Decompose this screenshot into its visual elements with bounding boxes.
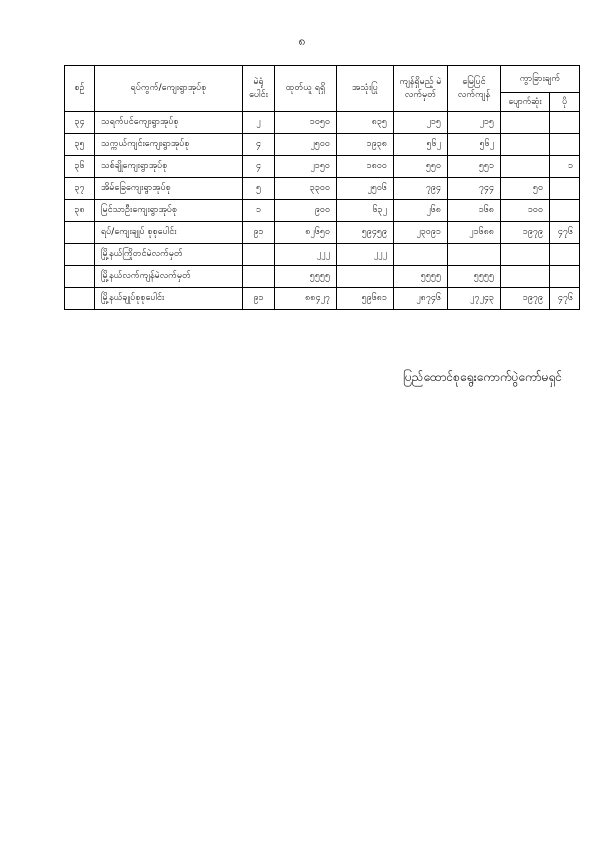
cell-surplus: [550, 244, 580, 266]
cell-issued: ၈၈၄၂၇: [275, 288, 337, 310]
table-row: [65, 156, 580, 178]
header-ground-remaining: မြေပြင် လက်ကျန်: [448, 66, 501, 112]
cell-serial: ၃၇: [65, 178, 95, 200]
cell-lost: ၁၉၇၉: [501, 222, 550, 244]
cell-stations: ၉၁: [243, 288, 275, 310]
cell-issued: ၂၅၀၀: [275, 134, 337, 156]
cell-stations: ၄: [243, 134, 275, 156]
cell-name: ရပ်/ကျေးချုပ် စုစုပေါင်း: [95, 222, 243, 244]
header-serial: စဉ်: [65, 66, 95, 112]
cell-lost: [501, 156, 550, 178]
cell-issued: ၈၂၆၅၀: [275, 222, 337, 244]
header-lost: ပျောက်ဆုံး: [501, 93, 550, 112]
cell-serial: [65, 266, 95, 288]
cell-serial: [65, 288, 95, 310]
header-issued-received: ထုတ်ယူ ရရှိ: [275, 66, 337, 112]
cell-issued: ၂၁၅၀: [275, 156, 337, 178]
table-row: [65, 200, 580, 222]
cell-serial: ၃၅: [65, 134, 95, 156]
summary-row: [65, 222, 580, 244]
cell-serial: [65, 222, 95, 244]
cell-stations: [243, 266, 275, 288]
cell-ground: ၇၄၄: [448, 178, 501, 200]
cell-remaining: ၅၆၂: [394, 134, 448, 156]
cell-name: မြို့နယ်လက်ကျန်မဲလက်မှတ်: [95, 266, 243, 288]
table-header-row: [65, 66, 580, 93]
cell-remaining: ၂၁၅: [394, 112, 448, 134]
cell-lost: ၁၀၀: [501, 200, 550, 222]
cell-used: ၁၉၃၈: [337, 134, 394, 156]
cell-lost: [501, 112, 550, 134]
cell-surplus: [550, 134, 580, 156]
cell-used: ၈၃၅: [337, 112, 394, 134]
cell-serial: [65, 244, 95, 266]
table-row: [65, 178, 580, 200]
cell-surplus: ၁: [550, 156, 580, 178]
cell-ground: ၂၇၂၄၃: [448, 288, 501, 310]
cell-remaining: [394, 244, 448, 266]
cell-ground: ၁၆၈: [448, 200, 501, 222]
header-difference: ကွာခြားချက်: [501, 66, 580, 93]
cell-used: [337, 266, 394, 288]
ballot-summary-table: [64, 65, 580, 310]
cell-stations: ၉၁: [243, 222, 275, 244]
cell-issued: ၃၃၀၀: [275, 178, 337, 200]
cell-stations: ၅: [243, 178, 275, 200]
cell-surplus: [550, 178, 580, 200]
header-ward-village-tract: ရပ်ကွက်/ကျေးရွာအုပ်စု: [95, 66, 243, 112]
cell-issued: ၉၀၀: [275, 200, 337, 222]
table-row: [65, 112, 580, 134]
cell-remaining: ၇၉၄: [394, 178, 448, 200]
cell-used: ၁၈၀၀: [337, 156, 394, 178]
cell-name: မြို့နယ်ကြိုတင်မဲလက်မှတ်: [95, 244, 243, 266]
page-number: ၈: [298, 34, 306, 48]
cell-used: ၂၅၀၆: [337, 178, 394, 200]
header-surplus: ပို: [550, 93, 580, 112]
cell-remaining: ၂၆၈: [394, 200, 448, 222]
cell-surplus: ၄၇၆: [550, 222, 580, 244]
cell-ground: ၅၅၅၅: [448, 266, 501, 288]
cell-ground: ၂၁၆၈၈: [448, 222, 501, 244]
header-remaining-ballots: ကျန်ရှိမည့် မဲလက်မှတ်: [394, 66, 448, 112]
cell-surplus: [550, 200, 580, 222]
cell-name: သရက်ပင်ကျေးရွာအုပ်စု: [95, 112, 243, 134]
cell-used: ၆၃၂: [337, 200, 394, 222]
cell-ground: ၂၁၅: [448, 112, 501, 134]
cell-name: မြင်သာဦးကျေးရွာအုပ်စု: [95, 200, 243, 222]
cell-remaining: ၂၃၀၉၁: [394, 222, 448, 244]
cell-serial: ၃၈: [65, 200, 95, 222]
cell-surplus: ၄၇၆: [550, 288, 580, 310]
cell-lost: [501, 134, 550, 156]
cell-name: သစ်ချိုကျေးရွာအုပ်စု: [95, 156, 243, 178]
cell-serial: ၃၄: [65, 112, 95, 134]
cell-name: အိမ်ခြေကျေးရွာအုပ်စု: [95, 178, 243, 200]
summary-row: [65, 288, 580, 310]
issuer-signature: ပြည်ထောင်စုရွေးကောက်ပွဲကော်မရှင်: [403, 370, 562, 384]
table-row: [65, 134, 580, 156]
cell-lost: [501, 244, 550, 266]
header-polling-stations: မဲရုံ ပေါင်း: [243, 66, 275, 112]
summary-row: [65, 266, 580, 288]
cell-surplus: [550, 266, 580, 288]
cell-name: သက္ကယ်ကျင်းကျေးရွာအုပ်စု: [95, 134, 243, 156]
cell-lost: ၁၉၇၉: [501, 288, 550, 310]
cell-issued: ၂၂၂: [275, 244, 337, 266]
cell-used: ၅၉၆၈၁: [337, 288, 394, 310]
cell-stations: ၁: [243, 200, 275, 222]
cell-stations: [243, 244, 275, 266]
cell-issued: ၁၀၅၀: [275, 112, 337, 134]
cell-lost: ၅၀: [501, 178, 550, 200]
cell-ground: ၅၆၂: [448, 134, 501, 156]
cell-lost: [501, 266, 550, 288]
cell-stations: ၄: [243, 156, 275, 178]
cell-issued: ၅၅၅၅: [275, 266, 337, 288]
cell-surplus: [550, 112, 580, 134]
cell-remaining: ၅၅၅၅: [394, 266, 448, 288]
cell-ground: [448, 244, 501, 266]
cell-ground: ၅၅၁: [448, 156, 501, 178]
cell-used: ၅၉၄၅၉: [337, 222, 394, 244]
cell-remaining: ၅၅၀: [394, 156, 448, 178]
header-used: အသုံးပြု: [337, 66, 394, 112]
cell-remaining: ၂၈၇၄၆: [394, 288, 448, 310]
table-body: [65, 112, 580, 310]
summary-row: [65, 244, 580, 266]
cell-serial: ၃၆: [65, 156, 95, 178]
cell-name: မြို့နယ်ချုပ်စုစုပေါင်း: [95, 288, 243, 310]
cell-stations: ၂: [243, 112, 275, 134]
cell-used: ၂၂၂: [337, 244, 394, 266]
